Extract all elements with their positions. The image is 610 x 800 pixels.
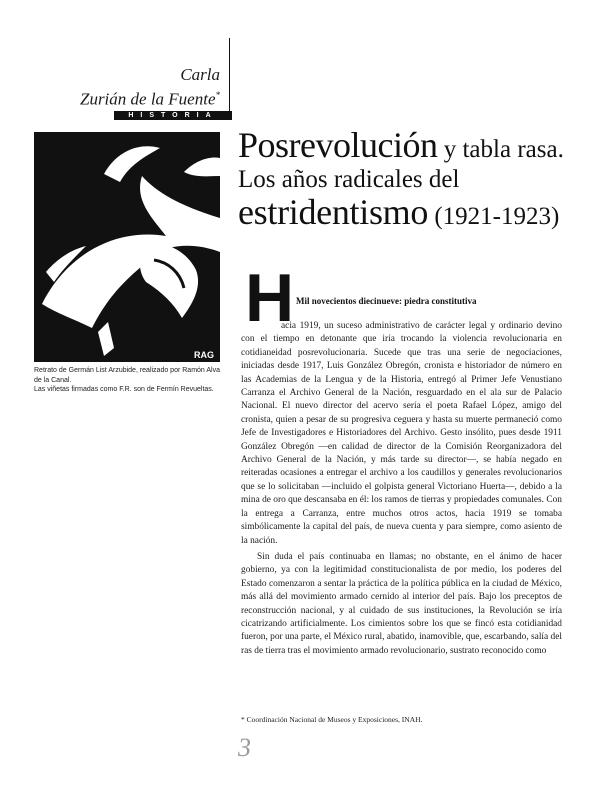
author-footnote-mark: *: [215, 90, 220, 100]
drop-cap: H: [245, 260, 295, 336]
title-part-1: Posrevolución: [238, 125, 438, 165]
title-part-2: y tabla rasa.: [437, 136, 564, 163]
body-paragraph-1: acia 1919, un suceso administrativo de carácter legal y ordinario devino con el tiempo en detonante que iría trocando la violencia revolucionaria en cotidianeidad posrevolucionaria. Sucede que tras una serie de negociaciones, iniciadas desde 1917, Luis González Obregón, cronista e historiador de número en las Academias de la Lengua y de la Historia, entregó al Primer Jefe Venustiano Carranza el Archivo General de la Nación, resguardado en el ala sur de Palacio Nacional. El nuevo director del acervo sería el poeta Rafael López, amigo del cronista, quien a pesar de su progresiva ceguera y hasta su muerte permaneció como Jefe de Investigadores e Historiadores del Archivo. Gesto insólito, pues desde 1911 González Obregón —en calidad de director de la Comisión Reorganizadora del Archivo General de la Nación, y más tarde su director—, se había negado en reiteradas ocasiones a entregar el archivo a los caudillos y generales revolucionarios que se lo solicitaban —incluido el golpista general Victoriano Huerta—, debido a la mina de oro que descansaba en él: los ramos de tierras y propiedades comunales. Con la entrega a Carranza, entre muchos otros actos, hacia 1919 se tomaba simbólicamente la capital del país, de nueva cuenta y para siempre, como asiento de la nación.: [241, 321, 562, 546]
page-number: 3: [238, 733, 251, 762]
figure-caption: [34, 366, 222, 395]
portrait-woodcut: [34, 132, 220, 362]
footnote: * Coordinación Nacional de Museos y Exposiciones, INAH.: [241, 715, 423, 724]
title-part-5: (1921-1923): [428, 203, 560, 230]
portrait-image: [34, 132, 220, 362]
section-label: HISTORIA: [114, 111, 232, 120]
caption-line-2: Las viñetas firmadas como F.R. son de Fermín Revueltas.: [34, 386, 214, 393]
title-part-4: estridentismo: [238, 192, 429, 232]
vertical-rule: [229, 38, 230, 112]
author-last-name: [80, 85, 220, 110]
article-body: [241, 320, 562, 658]
body-paragraph-2: Sin duda el país continuaba en llamas; no obstante, en el ánimo de hacer gobierno, ya con la legitimidad constitucionalista de por medio, los poderes del Estado comenzaron a sentar la práctica de la política pública en la ciudad de México, más allá del movimiento armado cernido al interior del país. Bajo los preceptos de reconstrucción nacional, y al cuidado de sus instituciones, la Revolución se iría cicatrizando artificialmente. Los cimientos sobre los que se fincó esta cotidianidad fueron, por una parte, el México rural, abatido, inamovible, que, escarbando, salía del ras de tierra tras el movimiento armado revolucionario, sustrato reconocido como: [241, 551, 562, 656]
portrait-signature: RAG: [194, 350, 214, 360]
article-title: [238, 127, 598, 230]
caption-line-1: Retrato de Germán List Arzubide, realizado por Ramón Alva de la Canal.: [34, 367, 220, 384]
section-subheading: Mil novecientos diecinueve: piedra constitutiva: [296, 296, 477, 306]
author-first-name: Carla: [180, 65, 220, 84]
author-surname: Zurián de la Fuente: [79, 89, 216, 109]
title-part-3: Los años radicales del: [238, 166, 460, 193]
